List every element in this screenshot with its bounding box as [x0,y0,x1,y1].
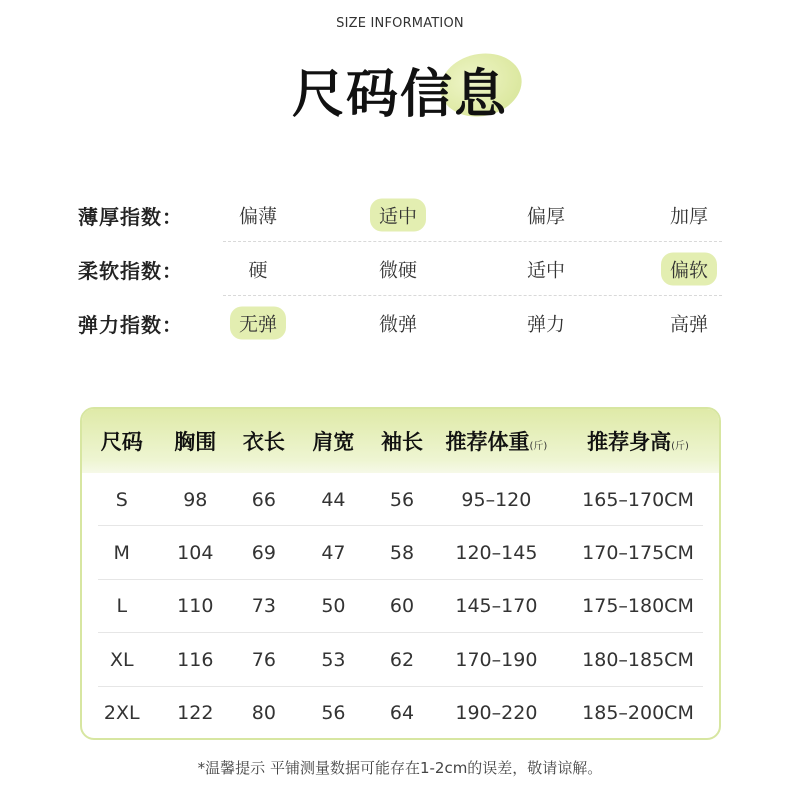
table-row [82,633,719,686]
cell-chest: 98 [183,488,208,511]
measurement-note: *温馨提示 平铺测量数据可能存在1-2cm的误差，敬请谅解。 [197,759,603,777]
cell-chest: 104 [177,542,214,565]
index-option: 弹力 [526,313,566,336]
cell-size: XL [109,648,134,671]
cell-height: 170–175CM [582,542,694,565]
page-title: 尺码信息 [291,65,508,125]
cell-length: 80 [251,702,276,725]
header-size: 尺码 [100,430,143,454]
cell-chest: 122 [177,702,214,725]
table-row [82,526,719,579]
index-row-thickness [78,188,722,242]
index-option: 适中 [526,259,566,282]
index-option: 加厚 [669,205,709,228]
cell-length: 73 [251,595,276,618]
cell-chest: 116 [177,648,214,671]
cell-shoulder: 53 [321,648,346,671]
table-row [82,687,719,740]
cell-weight: 95–120 [461,488,532,511]
cell-size: L [116,595,128,618]
header-weight-unit: (斤) [529,441,548,452]
header-sleeve: 袖长 [380,430,423,454]
cell-shoulder: 50 [321,595,346,618]
page-subtitle: SIZE INFORMATION [336,16,464,31]
cell-length: 76 [251,648,276,671]
index-options [223,296,722,350]
index-option: 微硬 [378,259,418,282]
cell-weight: 145–170 [455,595,538,618]
cell-sleeve: 60 [389,595,415,618]
index-row-softness [78,242,722,296]
header-height [557,426,719,456]
cell-height: 185–200CM [582,702,694,725]
index-option: 偏厚 [526,205,566,228]
header-shoulder: 肩宽 [312,430,355,454]
cell-weight: 120–145 [455,542,538,565]
cell-size: 2XL [103,702,140,725]
index-label: 弹力指数： [78,312,183,337]
index-option-selected: 无弹 [230,307,286,340]
fabric-index-table [78,188,722,350]
cell-shoulder: 44 [321,488,346,511]
cell-height: 180–185CM [582,648,694,671]
title-block [0,48,800,128]
cell-size: M [113,542,130,565]
cell-size: S [115,488,128,511]
header-height-unit: (斤) [671,441,689,452]
index-option: 高弹 [669,313,709,336]
cell-sleeve: 56 [389,488,415,511]
cell-chest: 110 [177,595,214,618]
cell-shoulder: 47 [321,542,346,565]
header-weight [436,426,557,456]
header-height-label: 推荐身高 [587,430,672,454]
cell-weight: 170–190 [455,648,538,671]
cell-height: 165–170CM [582,488,694,511]
index-option: 微弹 [378,313,418,336]
index-row-elasticity [78,296,722,350]
table-row [82,473,719,526]
cell-length: 69 [251,542,276,565]
index-option: 偏薄 [238,205,278,228]
cell-length: 66 [251,488,276,511]
cell-sleeve: 58 [389,542,415,565]
size-chart-table [80,407,721,740]
index-option: 硬 [248,259,268,282]
index-option-selected: 适中 [370,199,426,232]
header-length: 衣长 [242,430,285,454]
index-option-selected: 偏软 [661,253,717,286]
size-table-header [82,409,719,473]
index-label: 薄厚指数： [78,204,183,229]
cell-shoulder: 56 [321,702,346,725]
index-options [223,188,722,242]
index-label: 柔软指数： [78,258,183,283]
table-row [82,580,719,633]
cell-weight: 190–220 [455,702,538,725]
cell-height: 175–180CM [582,595,694,618]
index-options [223,242,722,296]
header-weight-label: 推荐体重 [445,430,530,454]
header-chest: 胸围 [174,430,217,454]
cell-sleeve: 64 [389,702,415,725]
cell-sleeve: 62 [389,648,415,671]
